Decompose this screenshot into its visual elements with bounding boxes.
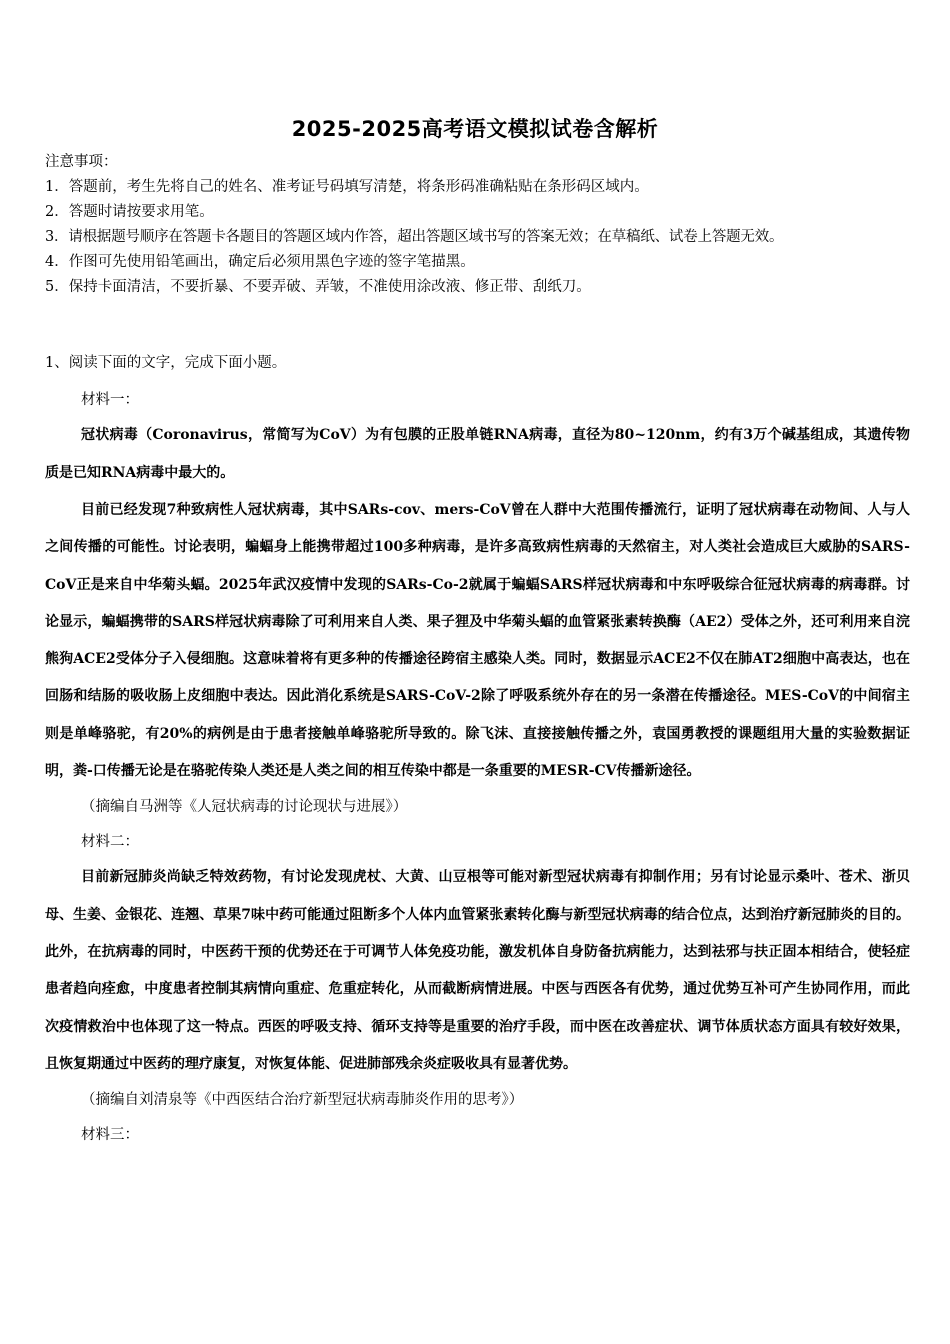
material-2-source: （摘编自刘清泉等《中西医结合治疗新型冠状病毒肺炎作用的思考》）: [81, 1092, 524, 1109]
question-title: 1、阅读下面的文字，完成下面小题。: [45, 355, 287, 371]
material-2-label: 材料二：: [81, 834, 139, 851]
material-2-paragraph: 目前新冠肺炎尚缺乏特效药物，有讨论发现虎杖、大黄、山豆根等可能对新型冠状病毒有抑制作用；另有讨论显示桑叶、苍术、浙贝母、生姜、金银花、连翘、草果7味中药可能通过阻断多个人体内血管紧张素转化酶与新型冠状病毒的结合位点，达到治疗新冠肺炎的目的。此外，在抗病毒的同时，中医药干预的优势还在于可调节人体免疫功能，激发机体自身防备抗病能力，达到祛邪与扶正固本相结合，使轻症患者趋向痊愈，中度患者控制其病情向重症、危重症转化，从而截断病情进展。中医与西医各有优势，通过优势互补可产生协同作用，而此次疫情救治中也体现了这一特点。西医的呼吸支持、循环支持等是重要的治疗手段，而中医在改善症状、调节体质状态方面具有较好效果，且恢复期通过中医药的理疗康复，对恢复体能、促进肺部残余炎症吸收具有显著优势。: [45, 869, 910, 1072]
material-1-paragraph: 冠状病毒（Coronavirus，常简写为CoV）为有包膜的正股单链RNA病毒，直径为80~120nm，约有3万个碱基组成，其遗传物质是已知RNA病毒中最大的。: [45, 427, 910, 481]
material-1-paragraph: 目前已经发现7种致病性人冠状病毒，其中SARs-cov、mers-CoV曾在人群中大范围传播流行，证明了冠状病毒在动物间、人与人之间传播的可能性。讨论表明，蝙蝠身上能携带超过100多种病毒，是许多高致病性病毒的天然宿主，对人类社会造成巨大威胁的SARS-CoV正是来自中华菊头蝠。2025年武汉疫情中发现的SARs-Co-2就属于蝙蝠SARS样冠状病毒和中东呼吸综合征冠状病毒的病毒群。讨论显示，蝙蝠携带的SARS样冠状病毒除了可利用来自人类、果子狸及中华菊头蝠的血管紧张素转换酶（AE2）受体之外，还可利用来自浣熊狗ACE2受体分子入侵细胞。这意味着将有更多种的传播途径跨宿主感染人类。同时，数据显示ACE2不仅在肺AT2细胞中高表达，也在回肠和结肠的吸收肠上皮细胞中表达。因此消化系统是SARS-CoV-2除了呼吸系统外存在的另一条潜在传播途径。MES-CoV的中间宿主则是单峰骆驼，有20%的病例是由于患者接触单峰骆驼所导致的。除飞沫、直接接触传播之外，袁国勇教授的课题组用大量的实验数据证明，粪-口传播无论是在骆驼传染人类还是人类之间的相互传染中都是一条重要的MESR-CV传播新途径。: [45, 502, 910, 780]
notice-heading: 注意事项：: [45, 154, 118, 170]
notice-item: 4．作图可先使用铅笔画出，确定后必须用黑色字迹的签字笔描黑。: [45, 254, 475, 270]
material-1-source: （摘编自马洲等《人冠状病毒的讨论现状与进展》）: [81, 799, 408, 816]
notice-section: [45, 150, 915, 300]
notice-item: 1．答题前，考生先将自己的姓名、准考证号码填写清楚，将条形码准确粘贴在条形码区域内。: [45, 179, 649, 195]
notice-item: 2．答题时请按要求用笔。: [45, 204, 214, 220]
notice-item: 3．请根据题号顺序在答题卡各题目的答题区域内作答，超出答题区域书写的答案无效；在草稿纸、试卷上答题无效。: [45, 229, 784, 245]
question-section: [45, 347, 910, 1152]
notice-item: 5．保持卡面清洁，不要折暴、不要弄破、弄皱，不准使用涂改液、修正带、刮纸刀。: [45, 279, 591, 295]
material-3-label: 材料三：: [81, 1127, 139, 1144]
material-1-label: 材料一：: [81, 392, 139, 408]
page-title: 2025-2025高考语文模拟试卷含解析: [291, 117, 659, 141]
